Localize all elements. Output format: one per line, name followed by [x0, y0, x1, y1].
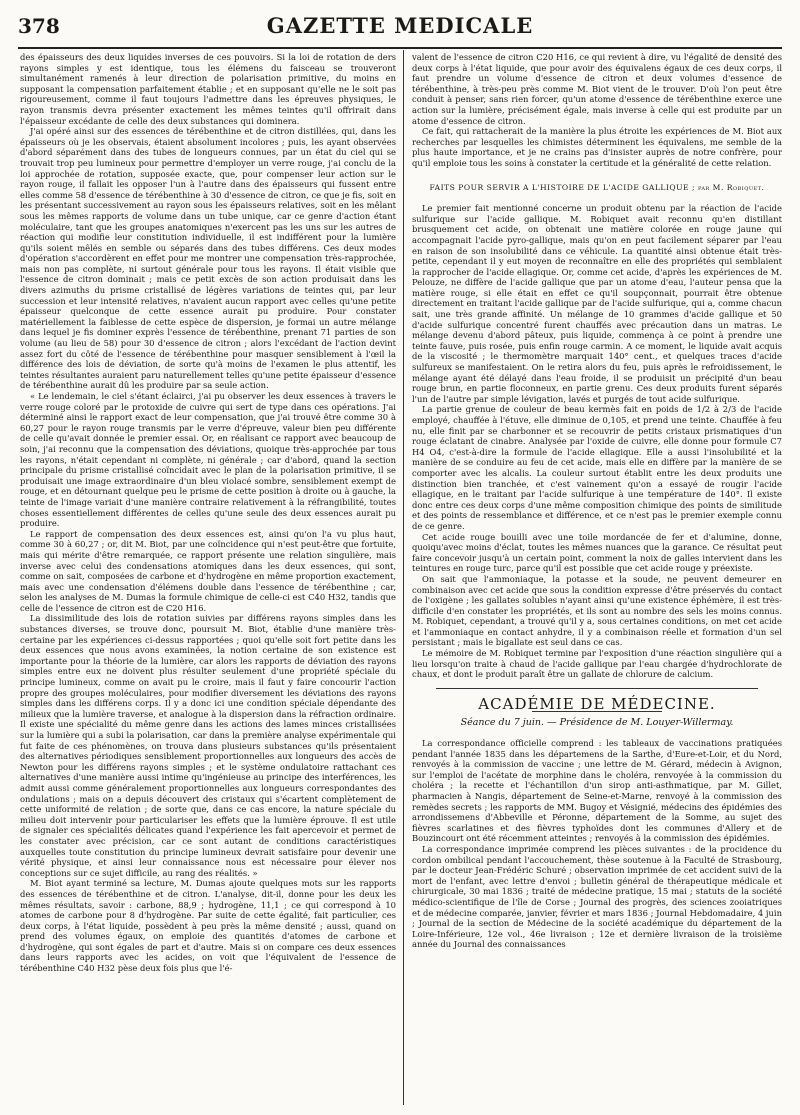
- article-heading: FAITS POUR SERVIR A L'HISTOIRE DE L'ACIDE GALLIQUE ; par M. Robiquet.: [429, 182, 765, 192]
- left-paragraph: La dissimilitude des lois de rotation suivies par différens rayons simples dans les substances diverses, se trouve donc, poursuit M. Biot, établie d'une manière très-certaine par les expériences ci-dessus rapportées ; quoi qu'elle soit fort petite dans les deux essences que nous avons examinées, la notion certaine de son existence est importante pour la théorie de la lumière, car alors les rapports de déviation des rayons simples entre eux ne doivent plus résulter seulement d'une propriété spéciale du principe lumineux, comme on avait pu le croire, mais il faut y faire concourir l'action propre des groupes moléculaires, pour modifier diversement les déviations des rayons simples dans les différens corps. Il y a donc ici une condition spéciale dépendante des milieux que la lumière traverse, et analogue à la dispersion dans la réfraction ordinaire. Il existe une spécialité du même genre dans les actions des lames minces cristallisées sur la lumière qui a subi la polarisation, car dans la première analyse expérimentale qui fut faite de ces phénomènes, on trouva dans plusieurs substances qu'ils présentaient des alternatives périodiques sensiblement proportionnelles aux longueurs des accès de Newton pour les différens rayons simples ; et le système ondulatoire rattachant ces alternatives d'une manière aussi intime qu'ingénieuse au principe des interférences, les admit aussi comme généralement proportionnelles aux longueurs correspondantes des ondulations ; mais on a depuis découvert des cristaux qui s'écartent complètement de cette uniformité de relation ; de sorte que, dans ce cas encore, la nature spéciale du milieu doit intervenir pour particulariser les effets que la lumière éprouve. Il est utile de signaler ces spécialités délicates quand l'expérience les fait apercevoir et permet de les constater avec précision, car ce sont autant de conditions caractéristiques auxquelles toute constitution du principe lumineux devrait satisfaire pour devenir une vérité physique, et ainsi leur connaissance nous est nécessaire pour élever nos conceptions sur ce sujet difficile, au rang des réalités. »: [20, 613, 396, 878]
- left-paragraph: M. Biot ayant terminé sa lecture, M. Dumas ajoute quelques mots sur les rapports des essences de térébenthine et de citron. L'analyse, dit-il, donne pour les deux les mêmes résultats, savoir : carbone, 88,9 ; hydrogène, 11,1 ; ce qui correspond à 10 atomes de carbone pour 8 d'hydrogène. Par suite de cette égalité, fait particulier, ces deux corps, à l'état liquide, possèdent à peu près la même densité ; aussi, quand on prend des volumes égaux, on emploie des quantités d'atomes de carbone et d'hydrogène, qui sont égales de part et d'autre. Mais si on compare ces deux essences dans leurs rapports avec les acides, on voit que l'équivalent de l'essence de térébenthine C40 H32 pèse deux fois plus que l'é-: [20, 878, 396, 974]
- article-paragraph: Le premier fait mentionné concerne un produit obtenu par la réaction de l'acide sulfurique sur l'acide gallique. M. Robiquet avait reconnu qu'en distillant brusquement cet acide, on obtenait une matière colorée en rouge jaune qui accompagnait l'acide pyro-gallique, mais qu'on en peut facilement séparer par l'eau en raison de son insolubilité dans ce véhicule. La quantité ainsi obtenue était très-petite, cependant il y eut moyen de reconnaître en elle des propriétés qui semblaient la rapprocher de l'acide ellagique. Or, comme cet acide, d'après les expériences de M. Pelouze, ne diffère de l'acide gallique que par un atome d'eau, l'auteur pensa que la matière rouge, si elle était en effet ce qu'il soupçonnait, pourrait être obtenue directement en traitant l'acide gallique par de l'acide sulfurique, qui a, comme chacun sait, une très grande affinité. Un mélange de 10 grammes d'acide gallique et 50 d'acide sulfurique concentré furent chauffés avec précaution dans un matras. Le mélange devenu d'abord pâteux, puis liquide, commença à ce point à prendre une teinte fauve, puis rosée, puis enfin rouge carmin. A ce moment, le liquide avait acquis de la viscosité ; le thermomètre marquait 140° cent., et quelques traces d'acide sulfureux se manifestaient. On le retira alors du feu, puis après le refroidissement, le mélange ayant été délayé dans l'eau froide, il se produisit un précipité d'un beau rouge brun, en partie floconneux, en partie grenu. Ces deux produits furent séparés l'un de l'autre par simple lévigation, lavés et purgés de tout acide sulfurique.: [412, 203, 782, 404]
- page-header: [18, 10, 782, 44]
- right-paragraph: Ce fait, qui rattacherait de la manière la plus étroite les expériences de M. Biot aux recherches par lesquelles les chimistes déterminent les équivalens, me semble de la plus haute importance, et je ne crains pas d'insister auprès de notre confrère, pour qu'il emploie tous les soins à constater la certitude et la généralité de cette relation.: [412, 126, 782, 168]
- column-divider: [403, 50, 404, 1105]
- section-paragraph: La correspondance imprimée comprend les pièces suivantes : de la procidence du cordon ombilical pendant l'accouchement, thèse soutenue à la Faculté de Strasbourg, par le docteur Jean-Frédéric Schuré ; observation imprimée de cet accident suivi de la mort de l'enfant, avec lettre d'envoi ; bulletin général de thérapeutique médicale et chirurgicale, 30 mai 1836 ; traité de médecine pratique, 15 mai ; statuts de la société médico-scientifique de l'île de Corse ; Journal des progrès, des sciences zooiatriques et de médecine comparée, janvier, février et mars 1836 ; Journal Hebdomadaire, 4 juin ; Journal de la section de Médecine de la société académique du département de la Loire-Inférieure, 12e vol., 46e livraison ; 12e et dernière livraison de la troisième année du Journal des connaissances: [412, 843, 782, 950]
- right-paragraph: valent de l'essence de citron C20 H16, ce qui revient à dire, vu l'égalité de densité des deux corps à l'état liquide, que pour avoir des équivalens égaux de ces deux corps, il faut prendre un volume d'essence de citron et deux volumes d'essence de térébenthine, à très-peu près comme M. Biot vient de le trouver. D'où l'on peut être conduit à penser, sans rien forcer, qu'un atome d'essence de térébenthine exerce une action sur la lumière, précisément égale, mais inverse à celle qui est produite par un atome d'essence de citron.: [412, 52, 782, 126]
- section-title: ACADÉMIE DE MÉDECINE.: [478, 694, 716, 713]
- article-paragraph: On sait que l'ammoniaque, la potasse et la soude, ne peuvent demeurer en combinaison avec cet acide que sous la condition expresse d'être préservés du contact de l'oxigène ; les gallates solubles n'ayant ainsi qu'une existence éphémère, il est très-difficile d'en constater les propriétés, et ils sont au nombre des sels les moins connus. M. Robiquet, cependant, a trouvé qu'il y a, sous certaines conditions, on met cet acide et l'ammoniaque en contact anhydre, il y a combinaison réelle et formation d'un sel persistant ; mais le bigallate est seul dans ce cas.: [412, 573, 782, 648]
- left-paragraph: Le rapport de compensation des deux essences est, ainsi qu'on l'a vu plus haut, comme 30 à 60,27 ; or, dit M. Biot, par une coïncidence qui n'est peut-être que fortuite, mais qui mérite d'être remarquée, ce rapport présente une relation singulière, mais inverse avec celui des condensations atomiques dans les deux essences, qui sont, comme on sait, composées de carbone et d'hydrogène en même proportion exactement, mais avec une condensation d'élémens double dans l'essence de térébenthine ; car, selon les analyses de M. Dumas la formule chimique de celle-ci est C40 H32, tandis que celle de l'essence de citron est de C20 H16.: [20, 528, 396, 613]
- right-column: [412, 52, 782, 1107]
- left-paragraph: « Le lendemain, le ciel s'étant éclairci, j'ai pu observer les deux essences à travers le verre rouge coloré par le protoxide de cuivre qui sert de type dans ces opérations. J'ai déterminé ainsi le rapport exact de leur compensation, que j'ai trouvé être comme 30 à 60,27 pour le rayon rouge transmis par le verre d'épreuve, valeur bien peu différente de celle qu'avait donnée le premier essai. Or, en réalisant ce rapport avec beaucoup de soin, j'ai reconnu que la compensation des déviations, quoique très-approchée par tous les rayons, n'était cependant ni complète, ni générale ; car d'abord, quand la section principale du prisme cristallisé coïncidait avec le plan de la polarisation primitive, il se produisait une image extraordinaire d'un bleu violacé sombre, sensiblement exempt de rouge, et en détournant quelque peu le prisme de cette position à droite ou à gauche, la teinte de l'image variait d'une manière contraire relativement à la réfrangibilité, toutes choses essentiellement différentes de celles qu'une seule des deux essences aurait pu produire.: [20, 391, 396, 529]
- article-paragraph: Cet acide rouge bouilli avec une toile mordancée de fer et d'alumine, donne, quoiqu'avec moins d'éclat, toutes les mêmes nuances que la garance. Ce résultat peut faire concevoir jusqu'à un certain point, comment la noix de galles intervient dans les teintures en rouge turc, parce qu'il est possible que cet acide rouge y préexiste.: [412, 531, 782, 574]
- section-paragraph: La correspondance officielle comprend : les tableaux de vaccinations pratiquées pendant l'année 1835 dans les départemens de la Sarthe, d'Eure-et-Loir, et du Nord, renvoyés à la commission de vaccine ; une lettre de M. Gérard, médecin à Avignon, sur l'emploi de l'acétate de morphine dans le choléra, renvoyée à la commission du choléra ; la recette et l'échantillon d'un sirop anti-asthmatique, par M. Gillet, pharmacien à Nangis, département de Seine-et-Marne, renvoyé à la commission des remèdes secrets ; les rapports de MM. Bugoy et Vésignié, médecins des épidémies des arrondissemens d'Abbeville et Péronne, département de la Somme, au sujet des fièvres scarlatines et des fièvres typhoïdes dont les communes d'Allery et de Bouzincourt ont été récemment atteintes ; renvoyés à la commission des épidémies.: [412, 738, 782, 844]
- page-number: 378: [18, 14, 60, 38]
- article-paragraph: Le mémoire de M. Robiquet termine par l'exposition d'une réaction singulière qui a lieu lorsqu'on traite à chaud de l'acide gallique par l'eau chargée d'hydrochlorate de chaux, et dont le produit paraît être un gallate de chlorure de calcium.: [412, 648, 782, 680]
- left-column: [20, 52, 396, 1107]
- left-paragraph: des épaisseurs des deux liquides inverses de ces pouvoirs. Si la loi de rotation de ders rayons simples y est identique, tous les élémens du faisceau se trouveront simultanément ramenés à leur direction de polarisation primitive, du moins en supposant la compensation parfaitement établie ; et en supposant qu'elle ne le soit pas rigoureusement, comme il faut toujours l'admettre dans les épreuves physiques, le rayon transmis devra présenter exactement les mêmes teintes qu'il offrirait dans l'épaisseur excédante de celle des deux substances qui dominera.: [20, 52, 396, 126]
- article-paragraph: La partie grenue de couleur de beau kermès fait en poids de 1/2 à 2/3 de l'acide employé, chauffée à l'étuve, elle diminue de 0,105, et prend une teinte. Chauffée à feu nu, elle finit par se charbonner et se recouvrir de petits cristaux prismatiques d'un rouge éclatant de cinabre. Analysée par l'oxide de cuivre, elle donne pour formule C7 H4 O4, c'est-à-dire la formule de l'acide ellagique. Elle a aussi l'insolubilité et la manière de se conduire au feu de cet acide, mais elle en diffère par la manière de se comporter avec les alcalis. La couleur surtout établit entre les deux produits une distinction bien tranchée, et c'est vainement qu'on a essayé de rougir l'acide ellagique, en le traitant par l'acide sulfurique à une température de 140°. Il existe donc entre ces deux corps d'une même composition chimique des points de similitude et des points de ressemblance et différence, et ce n'est pas le premier exemple connu de ce genre.: [412, 404, 782, 531]
- journal-title: GAZETTE MEDICALE: [266, 13, 534, 38]
- section-rule: [436, 688, 758, 689]
- left-paragraph: J'ai opéré ainsi sur des essences de térébenthine et de citron distillées, qui, dans les épaisseurs où je les observais, étaient absolument incolores ; puis, les ayant observées d'abord séparément dans des tubes de longueurs connues, par un état du ciel qui se trouvait trop peu lumineux pour permettre d'employer un verre rouge, j'ai conclu de la loi approchée de rotation, supposée exacte, que, pour compenser leur action sur le rayon rouge, il fallait les opposer l'un à l'autre dans des épaisseurs qui fussent entre elles comme 58 d'essence de térébenthine à 30 d'essence de citron, ce que je fis, soit en les présentant successivement au rayon sous les épaisseurs relatives, soit en les mêlant sous les mêmes rapports de volume dans un tube unique, car ce genre d'action étant moléculaire, tant que les groupes anatomiques n'exercent pas les uns sur les autres de réaction qui modifie leur constitution individuelle, il est indifférent pour la lumière qu'ils soient mêlés en semble ou séparés dans des tubes différens. Ces deux modes d'opération s'accordèrent en effet pour me montrer une compensation très-rapprochée, mais non pas complète, ni surtout générale pour tous les rayons. Il était visible que l'essence de citron dominait ; mais ce petit excès de son action produisait dans les divers azimuths du prisme cristallisé de légères variations de teintes qui, par leur succession et leur intensité relatives, n'avaient aucun rapport avec celles qu'une petite épaisseur quelconque de cette essence aurait pu produire. Pour constater matériellement la faiblesse de cette espèce de dispersion, je formai un autre mélange dans lequel je fis dominer exprès l'essence de térébenthine, prenant 71 parties de son volume (au lieu de 58) pour 30 d'essence de citron ; alors l'excédant de l'action devint assez fort du côté de l'essence de térébenthine pour masquer sensiblement à l'œil la différence des lois de déviation, de sorte qu'à moins de l'examen le plus attentif, les teintes résultantes auraient paru naturellement telles qu'une petite épaisseur d'essence de térébenthine aurait dû les produire par sa seule action.: [20, 126, 396, 391]
- session-line: Séance du 7 juin. — Présidence de M. Louyer-Willermay.: [460, 717, 734, 729]
- header-rule: [18, 47, 782, 49]
